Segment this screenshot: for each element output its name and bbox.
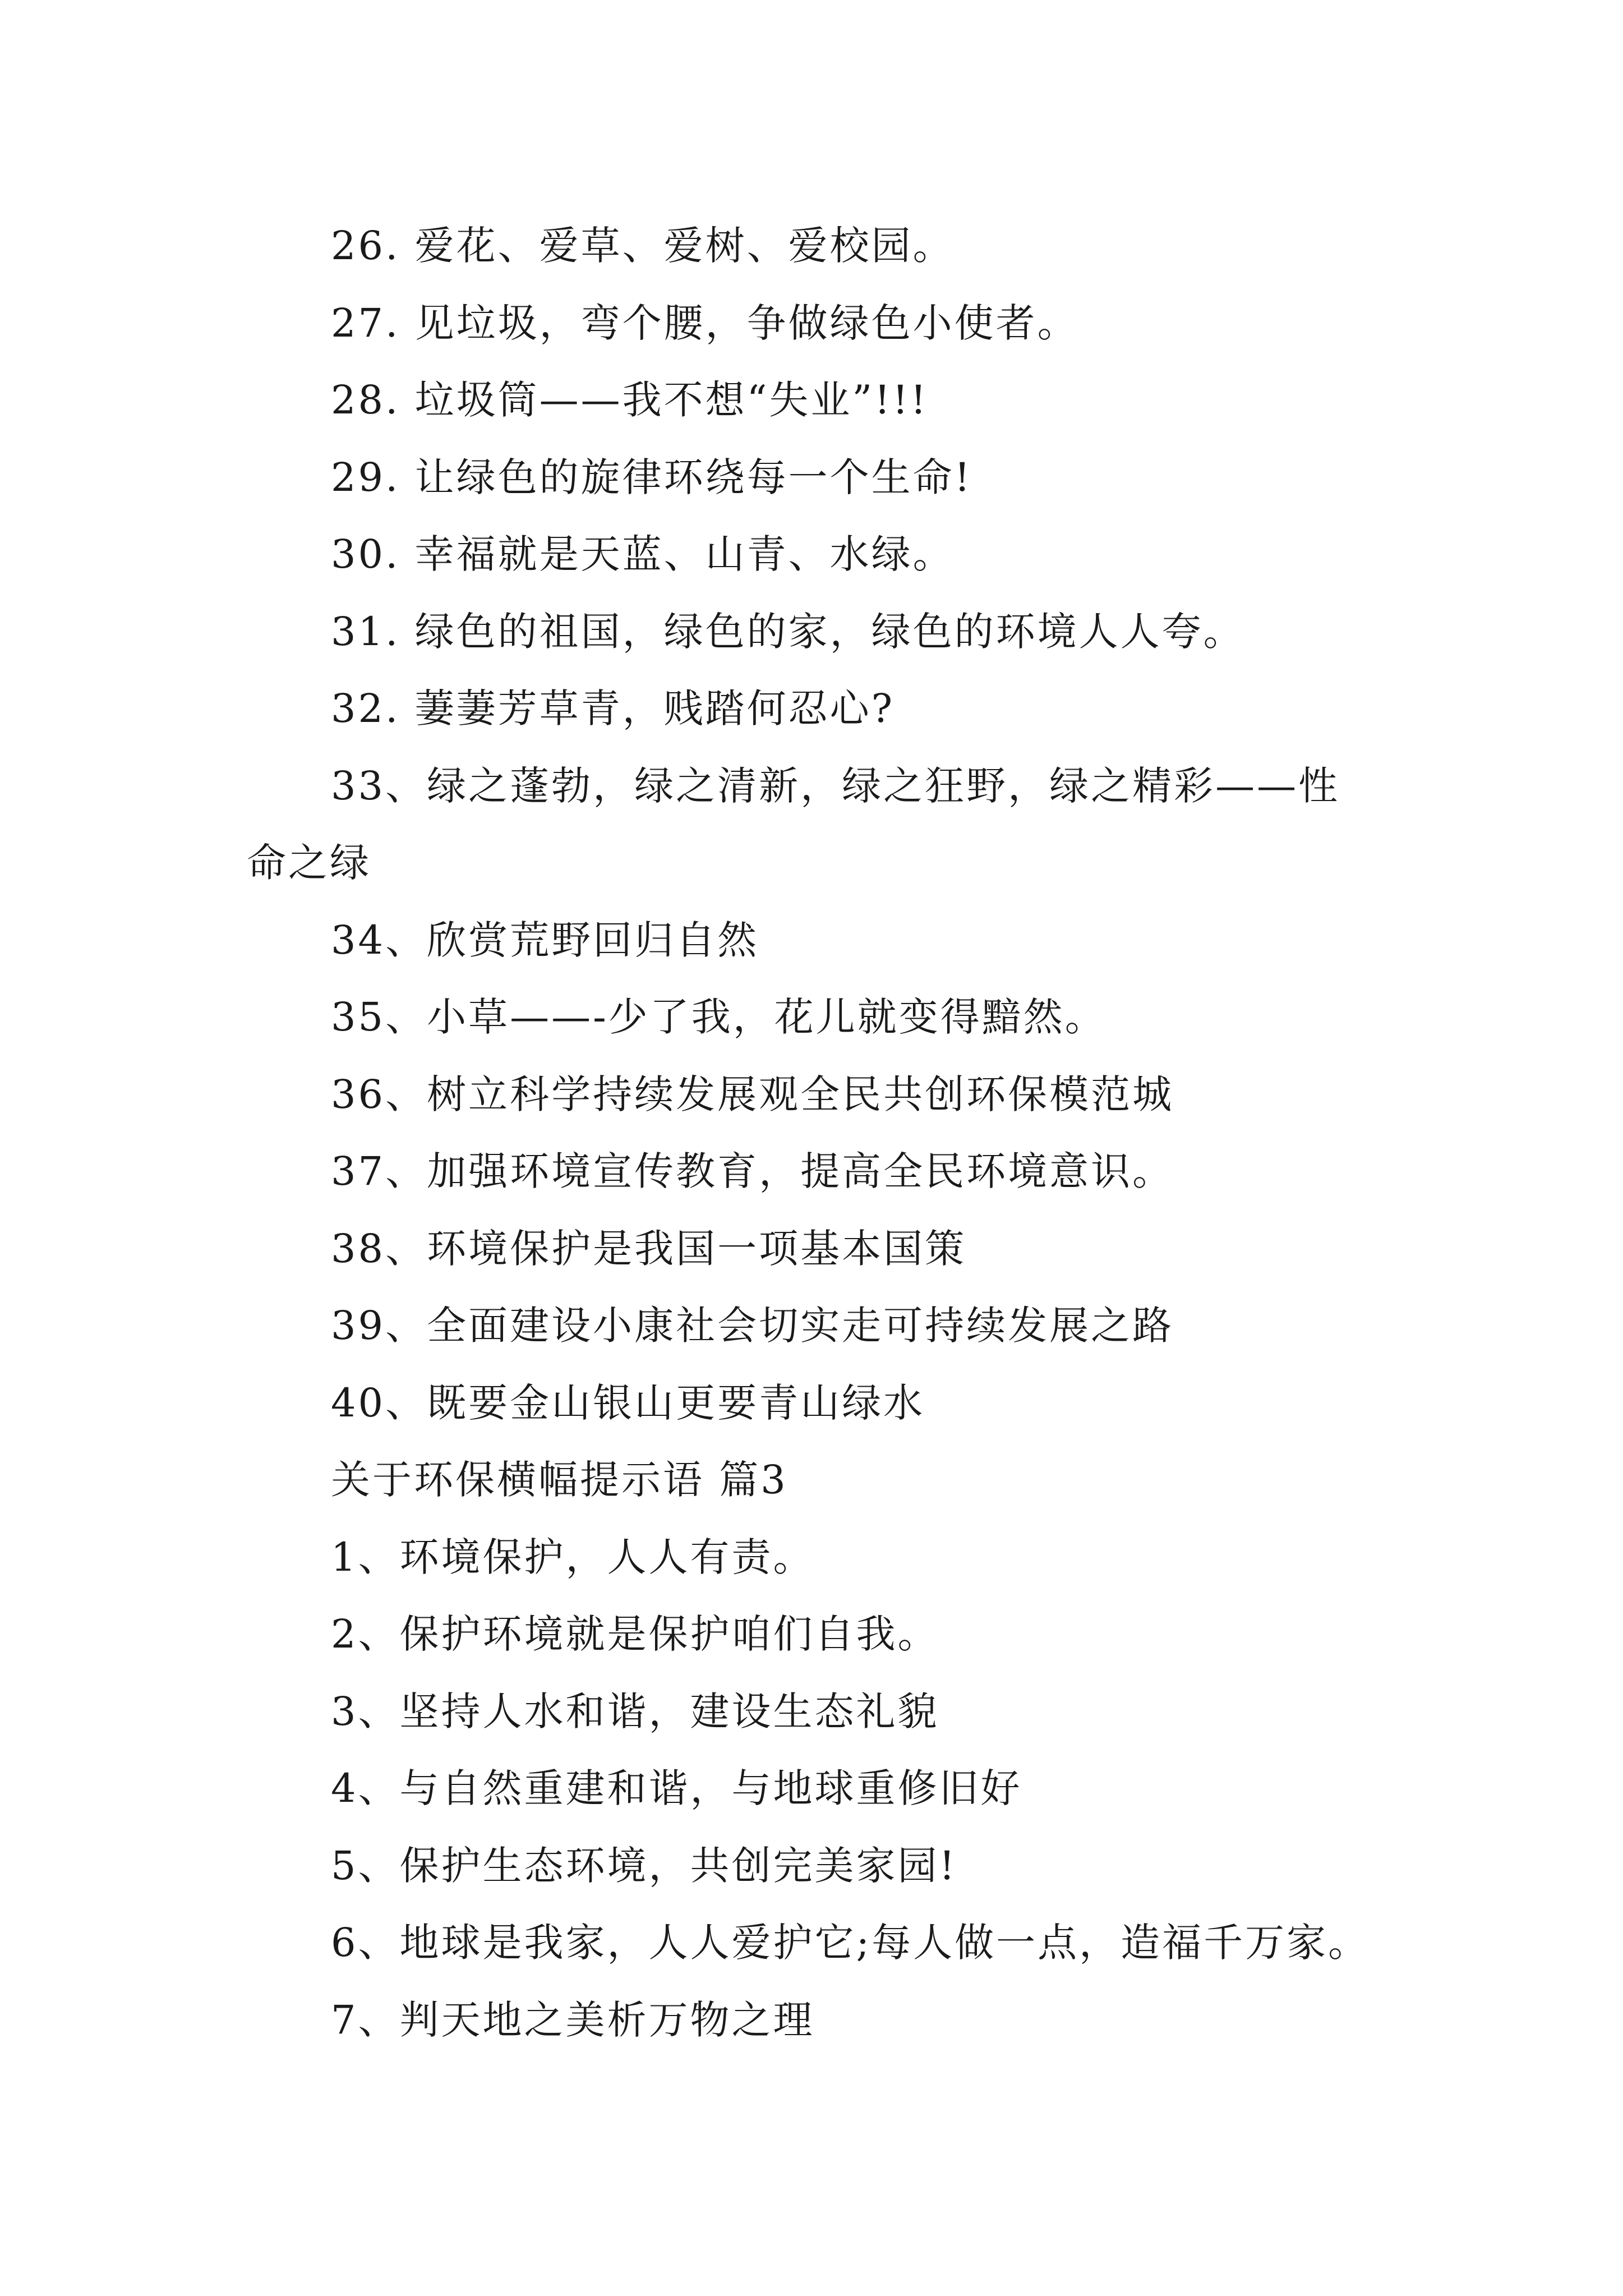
slogan-37: 37、加强环境宣传教育，提高全民环境意识。 — [331, 1148, 1174, 1194]
slogan-30: 30. 幸福就是天蓝、山青、水绿。 — [331, 531, 955, 577]
slogan-4: 4、与自然重建和谐，与地球重修旧好 — [331, 1765, 1022, 1811]
slogan-3: 3、坚持人水和谐，建设生态礼貌 — [331, 1688, 939, 1734]
slogan-6: 6、地球是我家，人人爱护它;每人做一点，造福千万家。 — [331, 1920, 1370, 1966]
slogan-40: 40、既要金山银山更要青山绿水 — [331, 1379, 925, 1426]
slogan-33: 33、绿之蓬勃，绿之清新，绿之狂野，绿之精彩——性 — [331, 762, 1340, 809]
document-body — [247, 208, 1391, 2059]
slogan-7: 7、判天地之美析万物之理 — [331, 1996, 815, 2043]
slogan-27: 27. 见垃圾，弯个腰，争做绿色小使者。 — [331, 300, 1079, 346]
slogan-38: 38、环境保护是我国一项基本国策 — [331, 1225, 967, 1272]
slogan-2: 2、保护环境就是保护咱们自我。 — [331, 1611, 939, 1657]
slogan-1: 1、环境保护，人人有责。 — [331, 1534, 815, 1580]
slogan-29: 29. 让绿色的旋律环绕每一个生命! — [331, 454, 972, 500]
slogan-35: 35、小草——-少了我，花儿就变得黯然。 — [331, 994, 1106, 1040]
slogan-26: 26. 爱花、爱草、爱树、爱校园。 — [331, 223, 955, 269]
slogan-34: 34、欣赏荒野回归自然 — [331, 917, 759, 963]
slogan-39: 39、全面建设小康社会切实走可持续发展之路 — [331, 1303, 1174, 1349]
section-heading: 关于环保横幅提示语 篇3 — [331, 1457, 788, 1503]
slogan-33-continuation: 命之绿 — [247, 840, 371, 886]
slogan-28: 28. 垃圾筒——我不想“失业”!!! — [331, 377, 929, 423]
slogan-36: 36、树立科学持续发展观全民共创环保模范城 — [331, 1071, 1174, 1117]
slogan-5: 5、保护生态环境，共创完美家园! — [331, 1842, 957, 1889]
slogan-31: 31. 绿色的祖国，绿色的家，绿色的环境人人夸。 — [331, 608, 1245, 655]
slogan-32: 32. 萋萋芳草青，贱踏何忍心? — [331, 685, 895, 731]
